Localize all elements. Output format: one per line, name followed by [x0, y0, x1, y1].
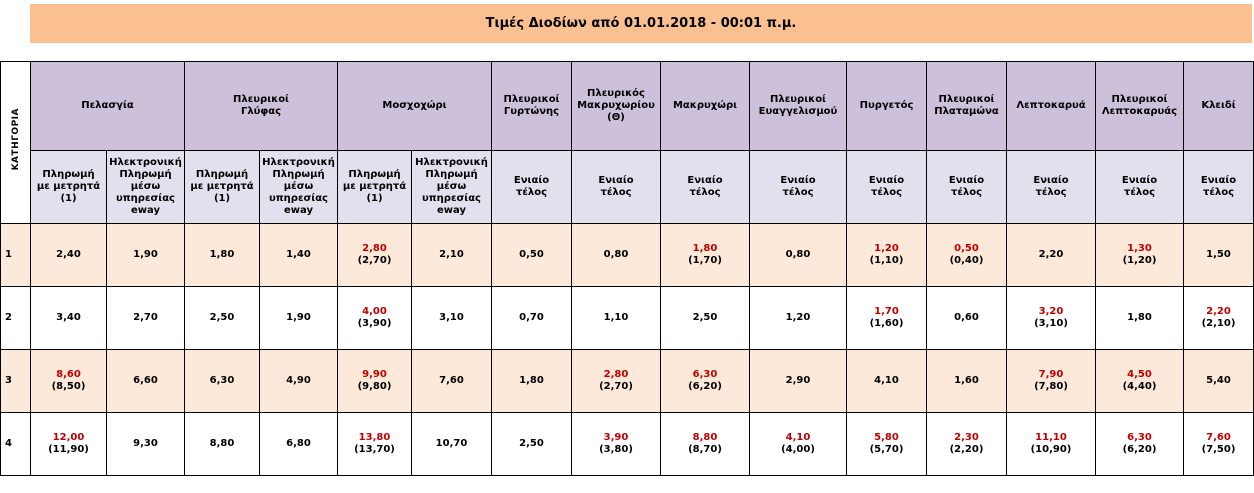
price-value: 1,80 [692, 243, 718, 254]
price-value: 6,30 [1127, 432, 1152, 443]
station-header-leptokarya: Λεπτοκαρυά [1007, 62, 1096, 151]
price-value: 1,60 [954, 375, 979, 386]
price-value: 6,30 [209, 375, 235, 386]
price-cell [847, 287, 927, 350]
price-cell [185, 224, 260, 287]
price-value: 2,80 [362, 243, 387, 254]
price-cell [185, 413, 260, 476]
price-value: 3,90 [603, 432, 629, 443]
subheader-uniform-fee: Ενιαίο τέλος [927, 151, 1007, 224]
station-header-makrychori-side: Πλευρικός Μακρυχωρίου (Θ) [572, 62, 661, 151]
station-header-pelasgia: Πελασγία [31, 62, 185, 151]
subheader-cash-payment: Πληρωμή με μετρητά (1) [338, 151, 412, 224]
station-header-leptokarya-side: Πλευρικοί Λεπτοκαρυάς [1096, 62, 1184, 151]
price-cell [847, 413, 927, 476]
discount-price-value: (6,20) [688, 381, 722, 392]
price-value: 3,40 [56, 312, 81, 323]
price-value: 2,30 [954, 432, 979, 443]
discount-price-value: (3,80) [599, 444, 633, 455]
station-header-glyfa: Πλευρικοί Γλύφας [185, 62, 338, 151]
station-header-moschochori: Μοσχοχώρι [338, 62, 492, 151]
subheader-uniform-fee: Ενιαίο τέλος [1184, 151, 1254, 224]
price-cell [338, 413, 412, 476]
station-header-gyrtoni: Πλευρικοί Γυρτώνης [492, 62, 572, 151]
price-value: 6,30 [692, 369, 718, 380]
price-cell [412, 350, 492, 413]
price-value: 2,10 [439, 249, 464, 260]
discount-price-value: (3,10) [1034, 318, 1068, 329]
table-row [1, 350, 1254, 413]
subheader-uniform-fee: Ενιαίο τέλος [1096, 151, 1184, 224]
price-cell [31, 413, 107, 476]
price-value: 0,70 [519, 312, 544, 323]
subheader-cash-payment: Πληρωμή με μετρητά (1) [31, 151, 107, 224]
price-cell [1096, 224, 1184, 287]
price-cell [412, 413, 492, 476]
price-value: 10,70 [435, 438, 468, 449]
price-value: 1,20 [785, 312, 811, 323]
price-cell [107, 413, 185, 476]
subheader-uniform-fee: Ενιαίο τέλος [847, 151, 927, 224]
discount-price-value: (0,40) [949, 255, 984, 266]
subheader-uniform-fee: Ενιαίο τέλος [750, 151, 847, 224]
subheader-uniform-fee: Ενιαίο τέλος [492, 151, 572, 224]
price-value: 1,30 [1127, 243, 1152, 254]
price-value: 8,80 [692, 432, 718, 443]
price-cell [1096, 287, 1184, 350]
price-cell [572, 224, 661, 287]
discount-price-value: (13,70) [354, 444, 395, 455]
price-value: 2,50 [692, 312, 718, 323]
price-value: 7,90 [1038, 369, 1064, 380]
table-row [1, 413, 1254, 476]
discount-price-value: (11,90) [48, 444, 89, 455]
discount-price-value: (8,50) [51, 381, 86, 392]
price-value: 1,40 [286, 249, 311, 260]
price-cell [1007, 287, 1096, 350]
price-cell [572, 413, 661, 476]
price-value: 1,80 [1127, 312, 1152, 323]
price-cell [1007, 350, 1096, 413]
price-value: 0,50 [519, 249, 544, 260]
discount-price-value: (5,70) [869, 444, 904, 455]
price-cell [661, 350, 750, 413]
price-value: 9,90 [362, 369, 387, 380]
price-value: 0,80 [785, 249, 811, 260]
price-value: 5,40 [1206, 375, 1231, 386]
price-value: 4,10 [785, 432, 811, 443]
discount-price-value: (7,80) [1034, 381, 1068, 392]
subheader-eway-payment: Ηλεκτρονική Πληρωμή μέσω υπηρεσίας eway [260, 151, 338, 224]
price-cell [260, 287, 338, 350]
price-value: 2,20 [1206, 306, 1231, 317]
toll-price-table [0, 61, 1254, 476]
price-cell [338, 350, 412, 413]
category-number: 1 [1, 224, 31, 287]
price-cell [1096, 413, 1184, 476]
price-cell [492, 287, 572, 350]
price-value: 7,60 [1206, 432, 1231, 443]
price-value: 2,70 [133, 312, 158, 323]
table-row [1, 224, 1254, 287]
station-header-kleidi: Κλειδί [1184, 62, 1254, 151]
price-value: 4,00 [362, 306, 387, 317]
price-value: 1,80 [519, 375, 544, 386]
price-value: 2,80 [603, 369, 629, 380]
price-value: 0,60 [954, 312, 979, 323]
category-number: 2 [1, 287, 31, 350]
price-value: 8,80 [209, 438, 235, 449]
price-value: 7,60 [439, 375, 464, 386]
price-value: 1,10 [603, 312, 629, 323]
price-cell [847, 350, 927, 413]
price-value: 1,90 [133, 249, 158, 260]
subheader-uniform-fee: Ενιαίο τέλος [1007, 151, 1096, 224]
discount-price-value: (9,80) [357, 381, 392, 392]
price-value: 13,80 [358, 432, 391, 443]
price-value: 4,90 [286, 375, 311, 386]
price-cell [260, 413, 338, 476]
discount-price-value: (4,00) [781, 444, 815, 455]
station-header-evangelismos: Πλευρικοί Ευαγγελισμού [750, 62, 847, 151]
subheader-uniform-fee: Ενιαίο τέλος [661, 151, 750, 224]
station-header-platamonas: Πλευρικοί Πλαταμώνα [927, 62, 1007, 151]
price-cell [260, 224, 338, 287]
price-value: 8,60 [56, 369, 81, 380]
price-cell [750, 224, 847, 287]
subheader-eway-payment: Ηλεκτρονική Πληρωμή μέσω υπηρεσίας eway [412, 151, 492, 224]
category-number: 4 [1, 413, 31, 476]
price-value: 9,30 [133, 438, 158, 449]
price-value: 2,50 [519, 438, 544, 449]
price-cell [750, 287, 847, 350]
discount-price-value: (1,10) [869, 255, 904, 266]
station-header-pyrgetos: Πυργετός [847, 62, 927, 151]
price-cell [492, 413, 572, 476]
discount-price-value: (1,60) [869, 318, 904, 329]
price-cell [185, 350, 260, 413]
price-cell [492, 224, 572, 287]
price-value: 11,10 [1035, 432, 1067, 443]
price-value: 3,10 [439, 312, 464, 323]
price-value: 3,20 [1038, 306, 1064, 317]
price-cell [661, 224, 750, 287]
price-cell [185, 287, 260, 350]
price-cell [31, 350, 107, 413]
price-cell [31, 224, 107, 287]
price-value: 1,70 [874, 306, 899, 317]
price-cell [661, 413, 750, 476]
discount-price-value: (10,90) [1030, 444, 1072, 455]
price-cell [338, 287, 412, 350]
discount-price-value: (1,70) [688, 255, 722, 266]
price-cell [927, 350, 1007, 413]
price-cell [1184, 224, 1254, 287]
price-cell [927, 413, 1007, 476]
price-cell [107, 350, 185, 413]
price-value: 2,20 [1038, 249, 1064, 260]
category-header-label: ΚΑΤΗΓΟΡΙΑ [10, 108, 21, 171]
discount-price-value: (2,10) [1201, 318, 1236, 329]
price-value: 4,50 [1127, 369, 1152, 380]
category-header [1, 62, 31, 224]
price-cell [1184, 413, 1254, 476]
price-value: 0,80 [603, 249, 629, 260]
price-cell [847, 224, 927, 287]
price-cell [412, 224, 492, 287]
price-cell [492, 350, 572, 413]
discount-price-value: (1,20) [1122, 255, 1157, 266]
price-value: 1,80 [209, 249, 235, 260]
price-value: 2,40 [56, 249, 81, 260]
price-value: 5,80 [874, 432, 899, 443]
price-value: 12,00 [52, 432, 85, 443]
subheader-eway-payment: Ηλεκτρονική Πληρωμή μέσω υπηρεσίας eway [107, 151, 185, 224]
discount-price-value: (2,70) [357, 255, 392, 266]
price-cell [338, 224, 412, 287]
price-cell [661, 287, 750, 350]
page-title: Τιμές Διοδίων από 01.01.2018 - 00:01 π.μ. [30, 4, 1252, 43]
price-cell [750, 350, 847, 413]
category-number: 3 [1, 350, 31, 413]
price-value: 4,10 [874, 375, 899, 386]
price-cell [927, 287, 1007, 350]
price-cell [31, 287, 107, 350]
price-cell [260, 350, 338, 413]
subheader-uniform-fee: Ενιαίο τέλος [572, 151, 661, 224]
price-cell [572, 287, 661, 350]
price-value: 0,50 [954, 243, 979, 254]
price-value: 1,90 [286, 312, 311, 323]
price-value: 1,50 [1206, 249, 1231, 260]
price-cell [1096, 350, 1184, 413]
price-cell [927, 224, 1007, 287]
subheader-cash-payment: Πληρωμή με μετρητά (1) [185, 151, 260, 224]
discount-price-value: (2,70) [599, 381, 633, 392]
price-cell [1184, 287, 1254, 350]
price-cell [1007, 413, 1096, 476]
discount-price-value: (6,20) [1122, 444, 1157, 455]
price-cell [1007, 224, 1096, 287]
discount-price-value: (8,70) [688, 444, 722, 455]
discount-price-value: (3,90) [357, 318, 392, 329]
price-value: 6,80 [286, 438, 311, 449]
price-cell [107, 287, 185, 350]
price-cell [1184, 350, 1254, 413]
station-header-makrychori: Μακρυχώρι [661, 62, 750, 151]
table-row [1, 287, 1254, 350]
price-cell [572, 350, 661, 413]
discount-price-value: (2,20) [949, 444, 984, 455]
price-value: 1,20 [874, 243, 899, 254]
discount-price-value: (7,50) [1201, 444, 1236, 455]
price-cell [107, 224, 185, 287]
discount-price-value: (4,40) [1122, 381, 1157, 392]
price-value: 2,50 [209, 312, 235, 323]
price-cell [750, 413, 847, 476]
price-value: 6,60 [133, 375, 158, 386]
price-value: 2,90 [785, 375, 811, 386]
price-cell [412, 287, 492, 350]
